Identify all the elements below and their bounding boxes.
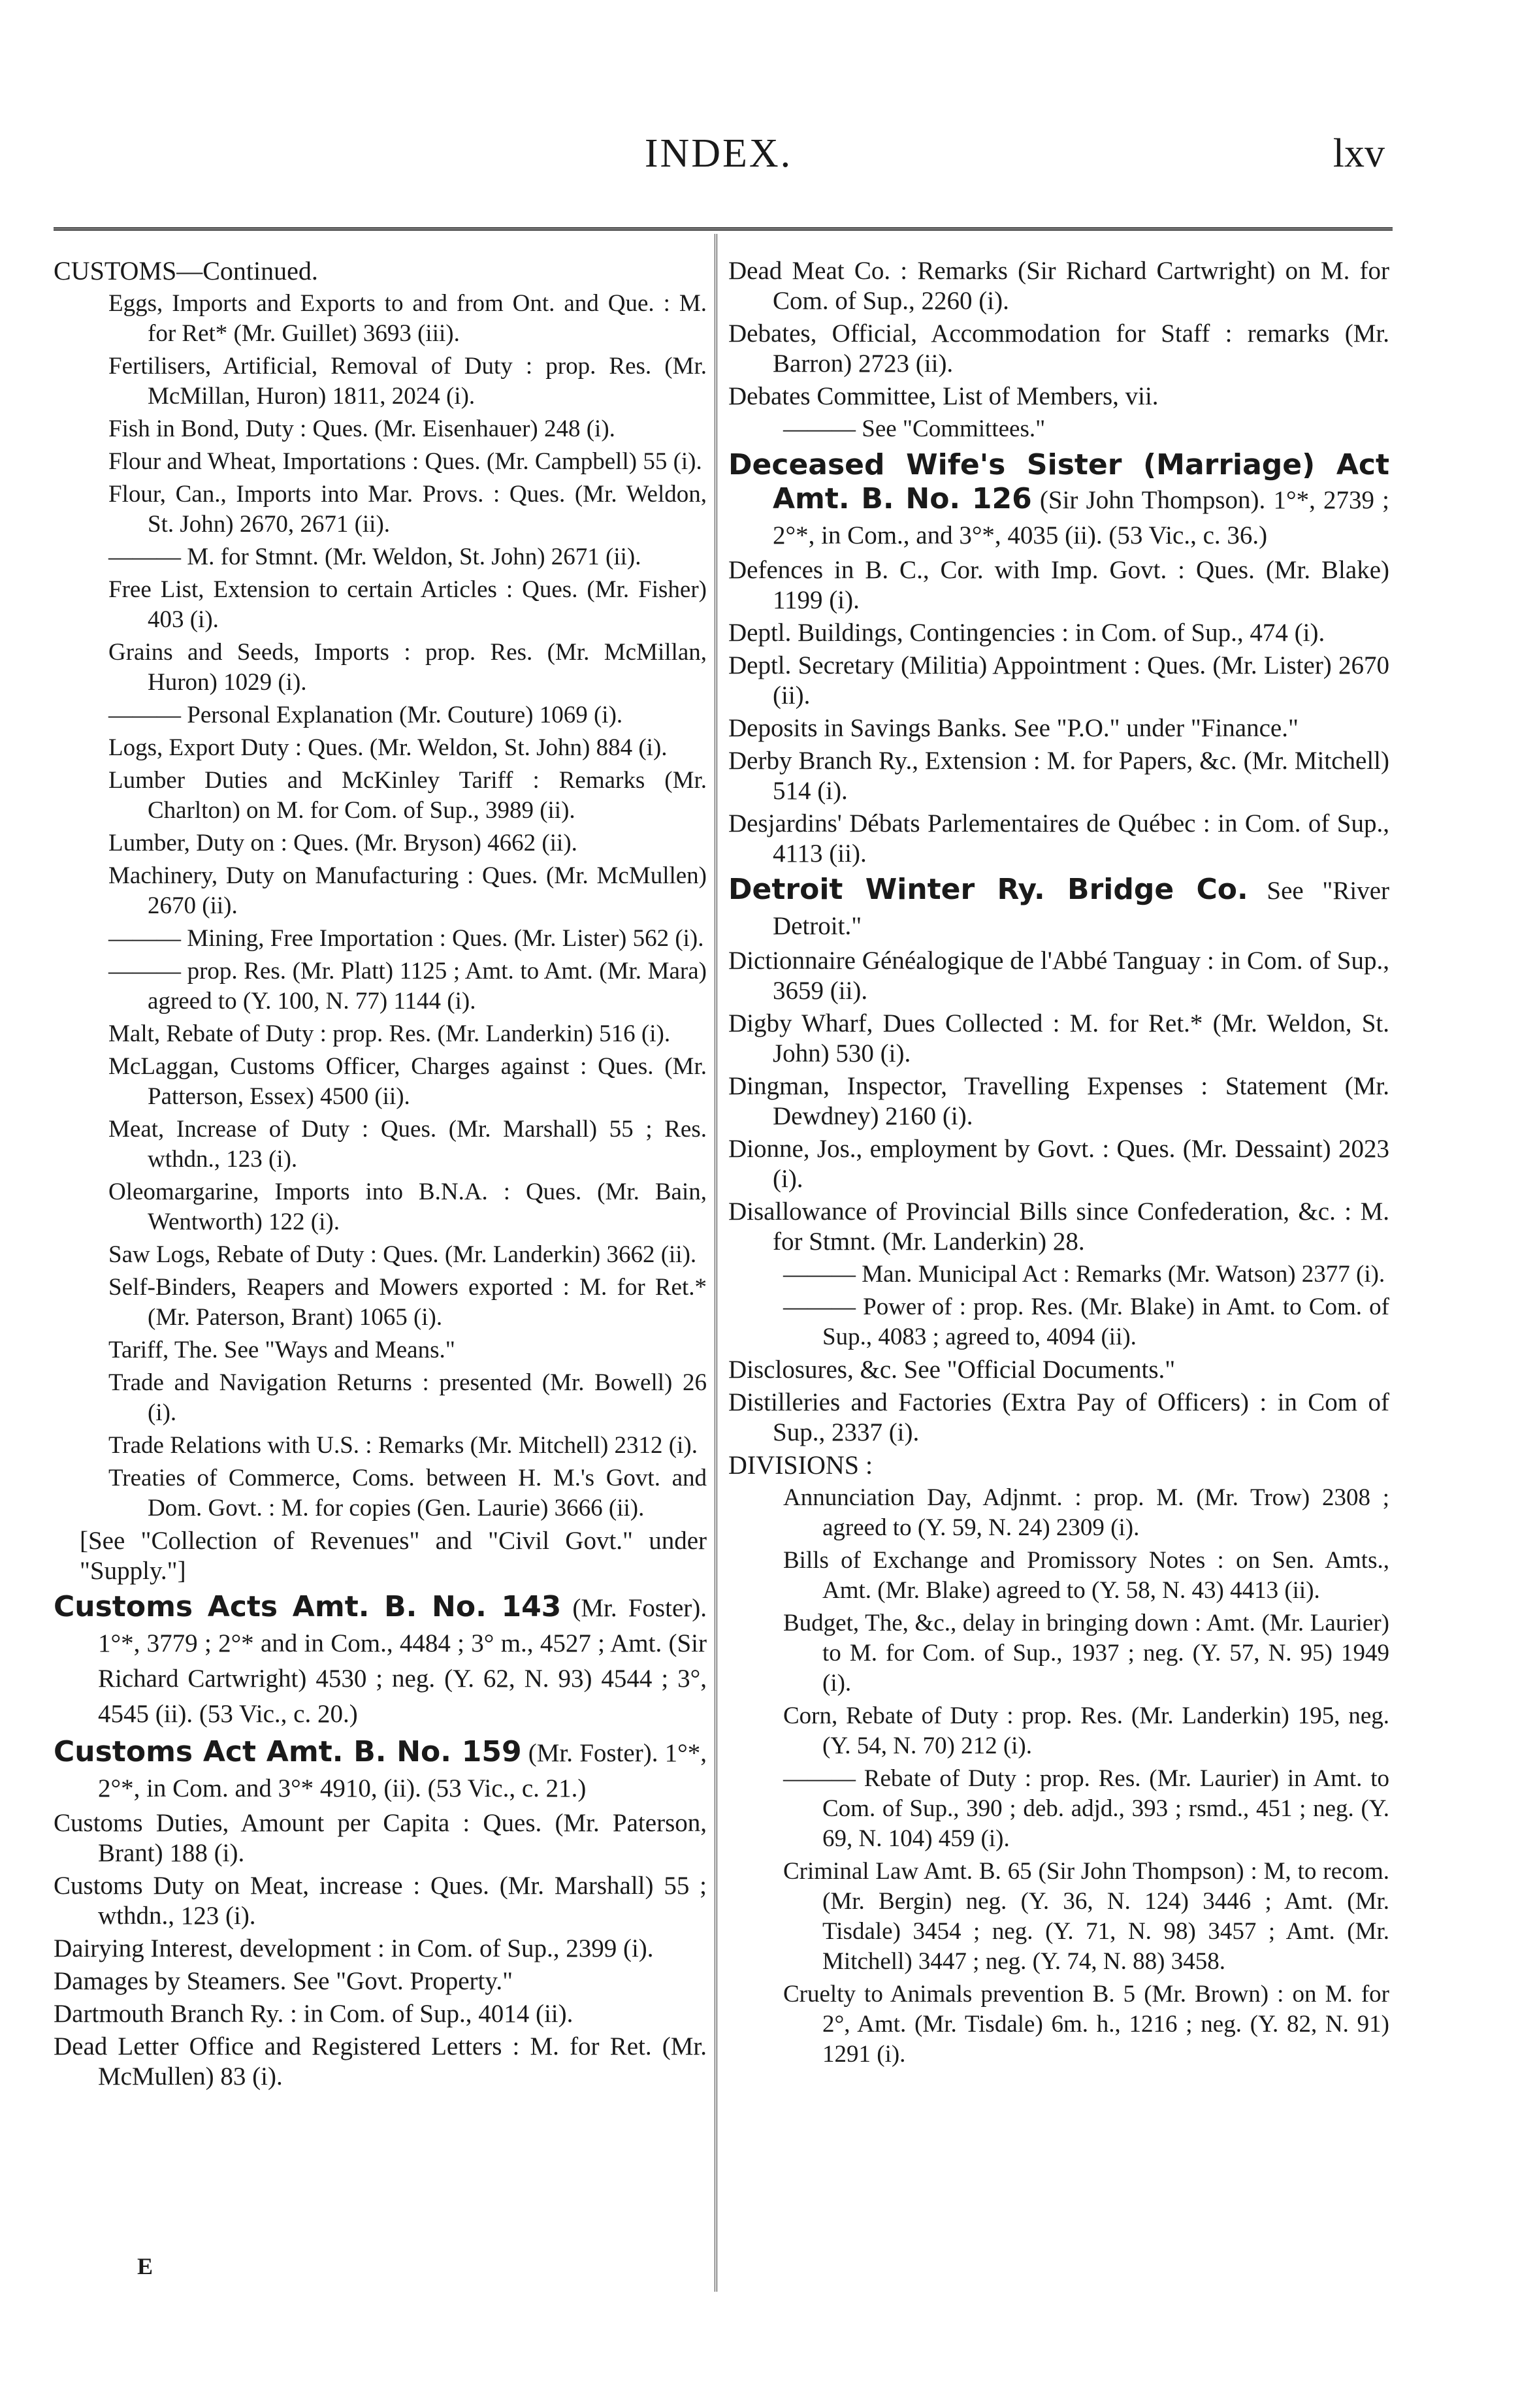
index-subentry: Grains and Seeds, Imports : prop. Res. (Mr. McMillan, Huron) 1029 (i). [108, 639, 707, 696]
index-subentry: Fish in Bond, Duty : Ques. (Mr. Eisenhauer) 248 (i). [108, 415, 615, 442]
index-entry: Desjardins' Débats Parlementaires de Québec : in Com. of Sup., 4113 (ii). [728, 809, 1389, 868]
index-bill-entry [54, 1590, 707, 1731]
index-entry: Dionne, Jos., employment by Govt. : Ques. (Mr. Dessaint) 2023 (i). [728, 1135, 1389, 1193]
index-subentry: Lumber, Duty on : Ques. (Mr. Bryson) 4662 (ii). [108, 830, 577, 856]
index-subentry: ——— M. for Stmnt. (Mr. Weldon, St. John) 2671 (ii). [108, 544, 641, 570]
index-subentry: Self-Binders, Reapers and Mowers exported : M. for Ret.* (Mr. Paterson, Brant) 1065 (i). [108, 1274, 707, 1331]
left-column [54, 256, 707, 2094]
index-entry: Disallowance of Provincial Bills since Confederation, &c. : M. for Stmnt. (Mr. Landerkin) 28. [728, 1197, 1389, 1256]
index-subentry: Treaties of Commerce, Coms. between H. M.'s Govt. and Dom. Govt. : M. for copies (Gen. Laurie) 3666 (ii). [108, 1465, 707, 1521]
bill-details: (Mr. Foster). 1°*, 2°*, in Com. and 3°* 4910, (ii). (53 Vic., c. 21.) [98, 1739, 707, 1802]
index-entry: Deposits in Savings Banks. See "P.O." under "Finance." [728, 714, 1299, 742]
index-subentry: ——— Man. Municipal Act : Remarks (Mr. Watson) 2377 (i). [783, 1261, 1385, 1288]
bill-title: Customs Acts Amt. B. No. 143 [54, 1590, 562, 1623]
index-subentry: Fertilisers, Artificial, Removal of Duty : prop. Res. (Mr. McMillan, Huron) 1811, 2024 (i). [108, 353, 707, 410]
index-entry: Debates Committee, List of Members, vii. [728, 382, 1159, 410]
index-subentry: Machinery, Duty on Manufacturing : Ques. (Mr. McMullen) 2670 (ii). [108, 862, 707, 919]
index-subentry: ——— Power of : prop. Res. (Mr. Blake) in Amt. to Com. of Sup., 4083 ; agreed to, 4094 (ii). [783, 1293, 1389, 1350]
column-divider [715, 234, 717, 2292]
index-entry: Damages by Steamers. See "Govt. Property." [54, 1967, 513, 1995]
index-entry: Defences in B. C., Cor. with Imp. Govt. : Ques. (Mr. Blake) 1199 (i). [728, 556, 1389, 614]
cross-reference-note: [See "Collection of Revenues" and "Civil Govt." under "Supply."] [80, 1527, 707, 1585]
signature-mark: E [137, 2253, 154, 2279]
index-entry: Derby Branch Ry., Extension : M. for Papers, &c. (Mr. Mitchell) 514 (i). [728, 747, 1389, 805]
index-subentry: Flour, Can., Imports into Mar. Provs. : Ques. (Mr. Weldon, St. John) 2670, 2671 (ii). [108, 481, 707, 538]
index-subentry: ——— Mining, Free Importation : Ques. (Mr. Lister) 562 (i). [108, 925, 704, 952]
index-entry: Customs Duties, Amount per Capita : Ques. (Mr. Paterson, Brant) 188 (i). [54, 1809, 707, 1867]
index-subentry: Oleomargarine, Imports into B.N.A. : Ques. (Mr. Bain, Wentworth) 122 (i). [108, 1179, 707, 1235]
index-entry: Dairying Interest, development : in Com. of Sup., 2399 (i). [54, 1934, 654, 1962]
index-subentry: ——— See "Committees." [783, 415, 1046, 442]
index-subentry: Meat, Increase of Duty : Ques. (Mr. Marshall) 55 ; Res. wthdn., 123 (i). [108, 1116, 707, 1173]
header-rule [54, 227, 1393, 235]
index-entry: Disclosures, &c. See "Official Documents." [728, 1356, 1176, 1384]
index-entry: Dingman, Inspector, Travelling Expenses : Statement (Mr. Dewdney) 2160 (i). [728, 1072, 1389, 1130]
page-title: INDEX. [644, 131, 793, 176]
index-entry: Debates, Official, Accommodation for Staff : remarks (Mr. Barron) 2723 (ii). [728, 319, 1389, 378]
bill-title: Detroit Winter Ry. Bridge Co. [728, 873, 1248, 906]
index-subentry: Trade and Navigation Returns : presented (Mr. Bowell) 26 (i). [108, 1369, 707, 1426]
index-subentry: Criminal Law Amt. B. 65 (Sir John Thompson) : M, to recom. (Mr. Bergin) neg. (Y. 36, N. 124) 3446 ; Amt. (Mr. Tisdale) 3454 ; neg. (Y. 71, N. 98) 3457 ; Amt. (Mr. Mitchell) 3447 ; neg. (Y. 74, N. 88) 3458. [783, 1858, 1389, 1975]
index-subentry: Corn, Rebate of Duty : prop. Res. (Mr. Landerkin) 195, neg. (Y. 54, N. 70) 212 (i). [783, 1702, 1389, 1759]
index-subentry: Trade Relations with U.S. : Remarks (Mr. Mitchell) 2312 (i). [108, 1432, 698, 1459]
index-subentry: Annunciation Day, Adjnmt. : prop. M. (Mr. Trow) 2308 ; agreed to (Y. 59, N. 24) 2309 (i). [783, 1484, 1389, 1541]
index-subentry: ——— Personal Explanation (Mr. Couture) 1069 (i). [108, 702, 623, 728]
index-entry: Distilleries and Factories (Extra Pay of Officers) : in Com of Sup., 2337 (i). [728, 1388, 1389, 1446]
index-entry: Dead Letter Office and Registered Letters : M. for Ret. (Mr. McMullen) 83 (i). [54, 2032, 707, 2091]
index-section-heading: DIVISIONS : [728, 1450, 873, 1480]
index-subentry: Bills of Exchange and Promissory Notes : on Sen. Amts., Amt. (Mr. Blake) agreed to (Y. 58, N. 43) 4413 (ii). [783, 1547, 1389, 1604]
page-header [52, 131, 1385, 209]
bill-details: (Mr. Foster). 1°*, 3779 ; 2°* and in Com., 4484 ; 3° m., 4527 ; Amt. (Sir Richard Cartwright) 4530 ; neg. (Y. 62, N. 93) 4544 ; 3°, 4545 (ii). (53 Vic., c. 20.) [98, 1594, 707, 1728]
bill-details: (Sir John Thompson). 1°*, 2739 ; 2°*, in Com., and 3°*, 4035 (ii). (53 Vic., c. 36.) [773, 486, 1389, 549]
index-entry: Customs Duty on Meat, increase : Ques. (Mr. Marshall) 55 ; wthdn., 123 (i). [54, 1872, 707, 1930]
bill-details: See "River Detroit." [773, 877, 1389, 940]
index-subentry: ——— prop. Res. (Mr. Platt) 1125 ; Amt. to Amt. (Mr. Mara) agreed to (Y. 100, N. 77) 1144 (i). [108, 958, 707, 1015]
index-entry: Dead Meat Co. : Remarks (Sir Richard Cartwright) on M. for Com. of Sup., 2260 (i). [728, 257, 1389, 315]
index-subentry: Budget, The, &c., delay in bringing down : Amt. (Mr. Laurier) to M. for Com. of Sup., 1937 ; neg. (Y. 57, N. 95) 1949 (i). [783, 1610, 1389, 1697]
right-column [728, 256, 1389, 2072]
bill-title: Deceased Wife's Sister (Marriage) Act Amt. B. No. 126 [728, 448, 1389, 515]
index-subentry: Flour and Wheat, Importations : Ques. (Mr. Campbell) 55 (i). [108, 448, 702, 475]
index-entry: Dictionnaire Généalogique de l'Abbé Tanguay : in Com. of Sup., 3659 (ii). [728, 947, 1389, 1005]
index-section-heading: CUSTOMS—Continued. [54, 256, 318, 285]
index-entry: Deptl. Buildings, Contingencies : in Com. of Sup., 474 (i). [728, 619, 1325, 647]
index-subentry: McLaggan, Customs Officer, Charges against : Ques. (Mr. Patterson, Essex) 4500 (ii). [108, 1053, 707, 1110]
index-bill-entry [54, 1735, 707, 1806]
index-subentry: Tariff, The. See "Ways and Means." [108, 1337, 455, 1363]
index-entry: Deptl. Secretary (Militia) Appointment : Ques. (Mr. Lister) 2670 (ii). [728, 651, 1389, 709]
index-entry: Dartmouth Branch Ry. : in Com. of Sup., 4014 (ii). [54, 2000, 574, 2028]
bill-title: Customs Act Amt. B. No. 159 [54, 1735, 522, 1768]
index-subentry: Lumber Duties and McKinley Tariff : Remarks (Mr. Charlton) on M. for Com. of Sup., 3989 (ii). [108, 767, 707, 824]
index-bill-entry [728, 448, 1389, 553]
index-subentry: Logs, Export Duty : Ques. (Mr. Weldon, St. John) 884 (i). [108, 734, 668, 761]
index-entry: Digby Wharf, Dues Collected : M. for Ret.* (Mr. Weldon, St. John) 530 (i). [728, 1009, 1389, 1067]
index-subentry: Free List, Extension to certain Articles : Ques. (Mr. Fisher) 403 (i). [108, 576, 707, 633]
index-bill-entry [728, 873, 1389, 943]
index-subentry: Cruelty to Animals prevention B. 5 (Mr. Brown) : on M. for 2°, Amt. (Mr. Tisdale) 6m. h., 1216 ; neg. (Y. 82, N. 91) 1291 (i). [783, 1981, 1389, 2068]
index-subentry: Eggs, Imports and Exports to and from Ont. and Que. : M. for Ret* (Mr. Guillet) 3693 (iii). [108, 290, 707, 347]
index-subentry: ——— Rebate of Duty : prop. Res. (Mr. Laurier) in Amt. to Com. of Sup., 390 ; deb. adjd., 393 ; rsmd., 451 ; neg. (Y. 69, N. 104) 459 (i). [783, 1765, 1389, 1852]
page-number: lxv [1333, 131, 1385, 176]
index-subentry: Saw Logs, Rebate of Duty : Ques. (Mr. Landerkin) 3662 (ii). [108, 1241, 697, 1268]
index-subentry: Malt, Rebate of Duty : prop. Res. (Mr. Landerkin) 516 (i). [108, 1020, 671, 1047]
